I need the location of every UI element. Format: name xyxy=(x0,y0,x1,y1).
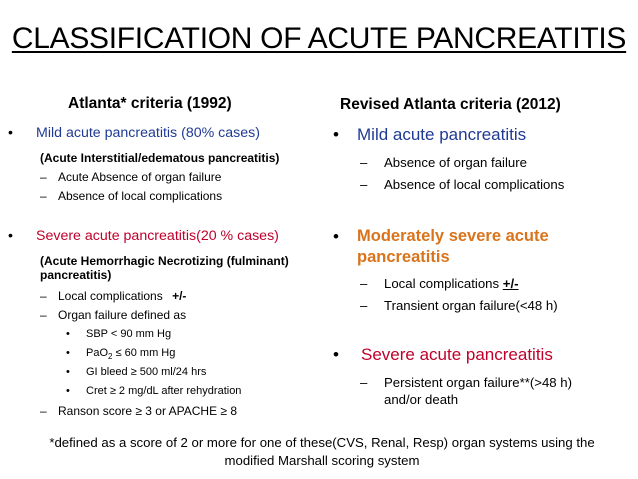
left-mild-item-2: Absence of local complications xyxy=(58,189,223,203)
pao2-text: PaO xyxy=(86,347,109,359)
right-moderate-dash-1: – xyxy=(360,276,368,291)
pao2-value: ≤ 60 mm Hg xyxy=(112,347,176,359)
left-mild-item-1: Acute Absence of organ failure xyxy=(58,170,222,184)
left-plus-minus: +/- xyxy=(172,289,187,303)
left-criteria-bullet-3: • xyxy=(66,366,70,378)
left-severe-dash-3: – xyxy=(40,404,47,418)
left-column-heading: Atlanta* criteria (1992) xyxy=(68,95,232,112)
left-criteria-gi: GI bleed ≥ 500 ml/24 hrs xyxy=(86,366,207,378)
left-severe-label: Severe acute pancreatitis(20 % cases) xyxy=(36,228,279,244)
left-local-complications xyxy=(58,289,186,303)
left-criteria-pao2 xyxy=(86,347,175,361)
right-mild-item-1: Absence of organ failure xyxy=(384,155,527,170)
left-criteria-sbp: SBP < 90 mm Hg xyxy=(86,328,172,340)
left-ranson: Ranson score ≥ 3 or APACHE ≥ 8 xyxy=(58,404,238,418)
right-severe-bullet: • xyxy=(333,345,339,364)
left-severe-subheading-1: (Acute Hemorrhagic Necrotizing (fulminant) xyxy=(40,254,289,268)
right-severe-dash-1: – xyxy=(360,375,368,390)
right-moderate-dash-2: – xyxy=(360,298,368,313)
right-moderate-label-1: Moderately severe acute xyxy=(357,227,549,245)
left-organ-failure: Organ failure defined as xyxy=(58,308,187,322)
right-mild-item-2: Absence of local complications xyxy=(384,177,565,192)
left-criteria-bullet-2: • xyxy=(66,347,70,359)
left-severe-dash-2: – xyxy=(40,308,47,322)
right-mild-bullet: • xyxy=(333,125,339,144)
footnote-line-1: *defined as a score of 2 or more for one of these(CVS, Renal, Resp) organ systems using the xyxy=(49,435,595,450)
right-moderate-bullet: • xyxy=(333,227,339,246)
left-criteria-bullet-1: • xyxy=(66,328,70,340)
right-local-complications xyxy=(384,276,519,291)
right-moderate-label-2: pancreatitis xyxy=(357,248,450,266)
footnote xyxy=(22,434,622,470)
footnote-line-2: modified Marshall scoring system xyxy=(224,453,420,468)
left-severe-dash-1: – xyxy=(40,289,47,303)
right-mild-dash-2: – xyxy=(360,177,368,192)
right-local-complications-text: Local complications xyxy=(384,276,500,291)
right-severe-label: Severe acute pancreatitis xyxy=(361,345,553,364)
left-severe-bullet: • xyxy=(8,228,13,244)
right-persistent-1: Persistent organ failure**(>48 h) xyxy=(384,375,573,390)
right-mild-label: Mild acute pancreatitis xyxy=(357,125,527,144)
left-mild-dash-1: – xyxy=(40,170,47,184)
left-mild-label: Mild acute pancreatitis (80% cases) xyxy=(36,125,260,141)
slide-title: CLASSIFICATION OF ACUTE PANCREATITIS xyxy=(11,22,627,55)
right-persistent-2: and/or death xyxy=(384,392,459,407)
left-local-complications-text: Local complications xyxy=(58,289,163,303)
pao2-subscript: 2 xyxy=(108,352,113,362)
left-mild-dash-2: – xyxy=(40,189,47,203)
left-severe-subheading-2: pancreatitis) xyxy=(40,268,112,282)
right-plus-minus: +/- xyxy=(502,276,519,291)
right-transient: Transient organ failure(<48 h) xyxy=(384,298,558,313)
left-criteria-cret: Cret ≥ 2 mg/dL after rehydration xyxy=(86,385,242,397)
right-mild-dash-1: – xyxy=(360,155,368,170)
right-column-heading: Revised Atlanta criteria (2012) xyxy=(340,96,561,113)
left-mild-bullet: • xyxy=(8,125,13,141)
left-mild-subheading: (Acute Interstitial/edematous pancreatitis) xyxy=(40,151,280,165)
left-criteria-bullet-4: • xyxy=(66,385,70,397)
